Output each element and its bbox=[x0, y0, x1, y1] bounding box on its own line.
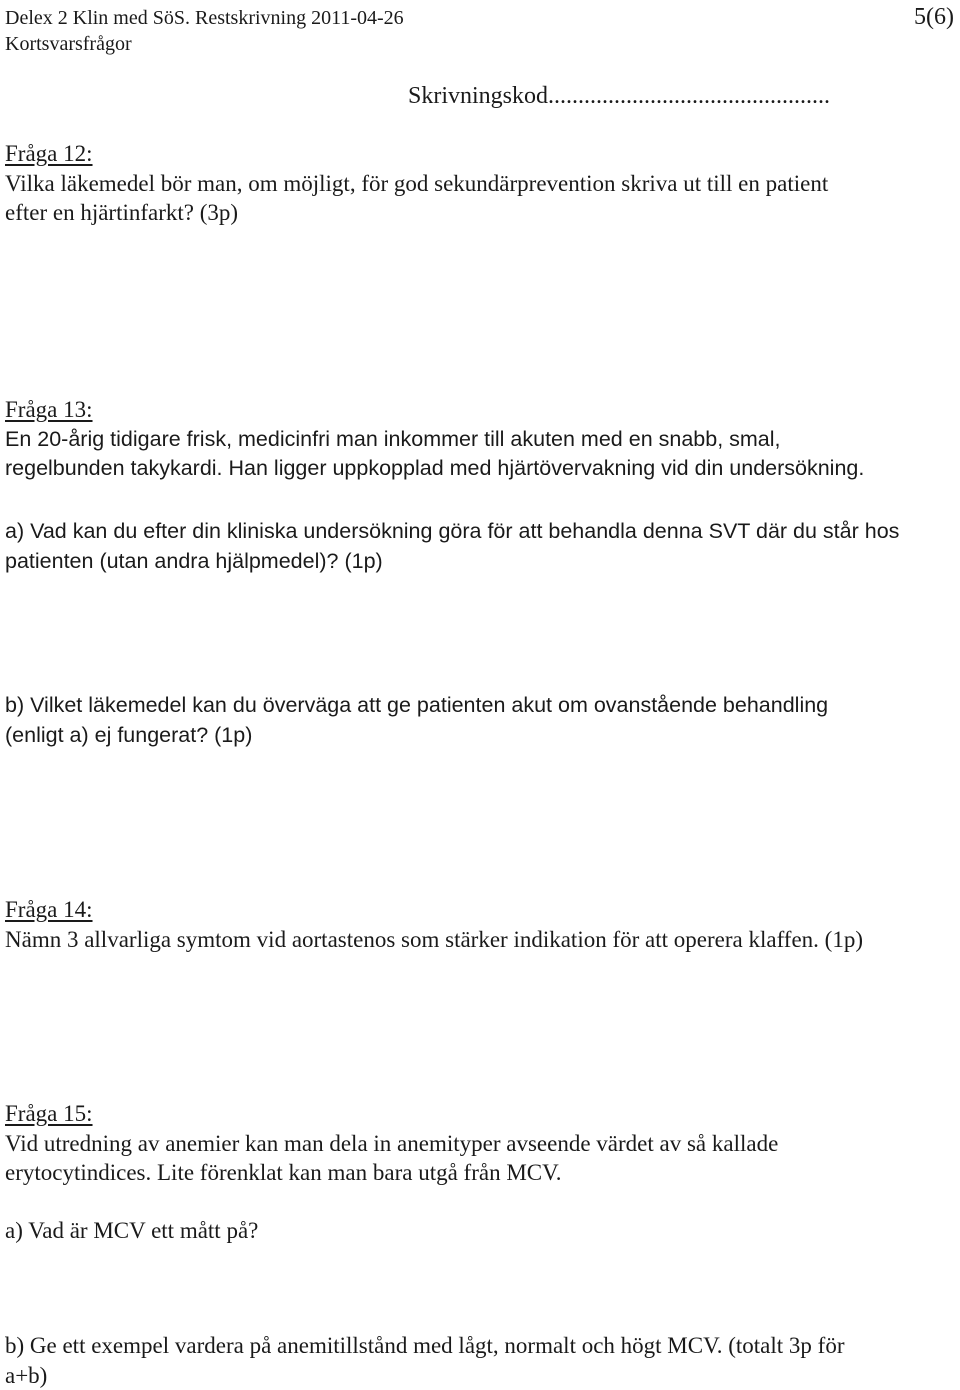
question-15b-line1: b) Ge ett exempel vardera på anemitillstånd med lågt, normalt och högt MCV. (totalt 3p för bbox=[5, 1331, 957, 1361]
question-14 bbox=[5, 895, 957, 954]
question-15 bbox=[5, 1099, 957, 1188]
section-label: Kortsvarsfrågor bbox=[5, 31, 404, 57]
question-13a-line1: a) Vad kan du efter din kliniska undersökning göra för att behandla denna SVT där du står hos bbox=[5, 517, 957, 547]
question-13a bbox=[5, 517, 957, 576]
page-header bbox=[5, 5, 404, 57]
question-13b-line2: (enligt a) ej fungerat? (1p) bbox=[5, 721, 957, 751]
course-line: Delex 2 Klin med SöS. Restskrivning 2011-04-26 bbox=[5, 5, 404, 31]
question-13a-line2: patienten (utan andra hjälpmedel)? (1p) bbox=[5, 547, 957, 577]
question-14-title: Fråga 14: bbox=[5, 895, 957, 925]
question-15-title: Fråga 15: bbox=[5, 1099, 957, 1129]
question-15b-line2: a+b) bbox=[5, 1361, 957, 1390]
question-12 bbox=[5, 139, 957, 228]
question-12-text-line1: Vilka läkemedel bör man, om möjligt, för god sekundärprevention skriva ut till en patient bbox=[5, 169, 957, 199]
question-13-intro-line1: En 20-årig tidigare frisk, medicinfri man inkommer till akuten med en snabb, smal, bbox=[5, 425, 957, 455]
question-15a-text: a) Vad är MCV ett mått på? bbox=[5, 1216, 957, 1246]
question-15-intro-line2: erytocytindices. Lite förenklat kan man bara utgå från MCV. bbox=[5, 1158, 957, 1188]
question-15b bbox=[5, 1331, 957, 1390]
question-15a bbox=[5, 1216, 957, 1246]
page-number: 5(6) bbox=[914, 3, 954, 31]
question-13b-line1: b) Vilket läkemedel kan du överväga att ge patienten akut om ovanstående behandling bbox=[5, 691, 957, 721]
question-12-title: Fråga 12: bbox=[5, 139, 957, 169]
question-15-intro-line1: Vid utredning av anemier kan man dela in anemityper avseende värdet av så kallade bbox=[5, 1129, 957, 1159]
question-14-text: Nämn 3 allvarliga symtom vid aortastenos som stärker indikation för att operera klaffen. (1p) bbox=[5, 925, 957, 955]
question-13-intro-line2: regelbunden takykardi. Han ligger uppkopplad med hjärtövervakning vid din undersökning. bbox=[5, 454, 957, 484]
question-12-text-line2: efter en hjärtinfarkt? (3p) bbox=[5, 198, 957, 228]
writing-code-field: Skrivningskod............................................... bbox=[408, 82, 830, 110]
question-13b bbox=[5, 691, 957, 750]
question-13 bbox=[5, 395, 957, 484]
question-13-title: Fråga 13: bbox=[5, 395, 957, 425]
